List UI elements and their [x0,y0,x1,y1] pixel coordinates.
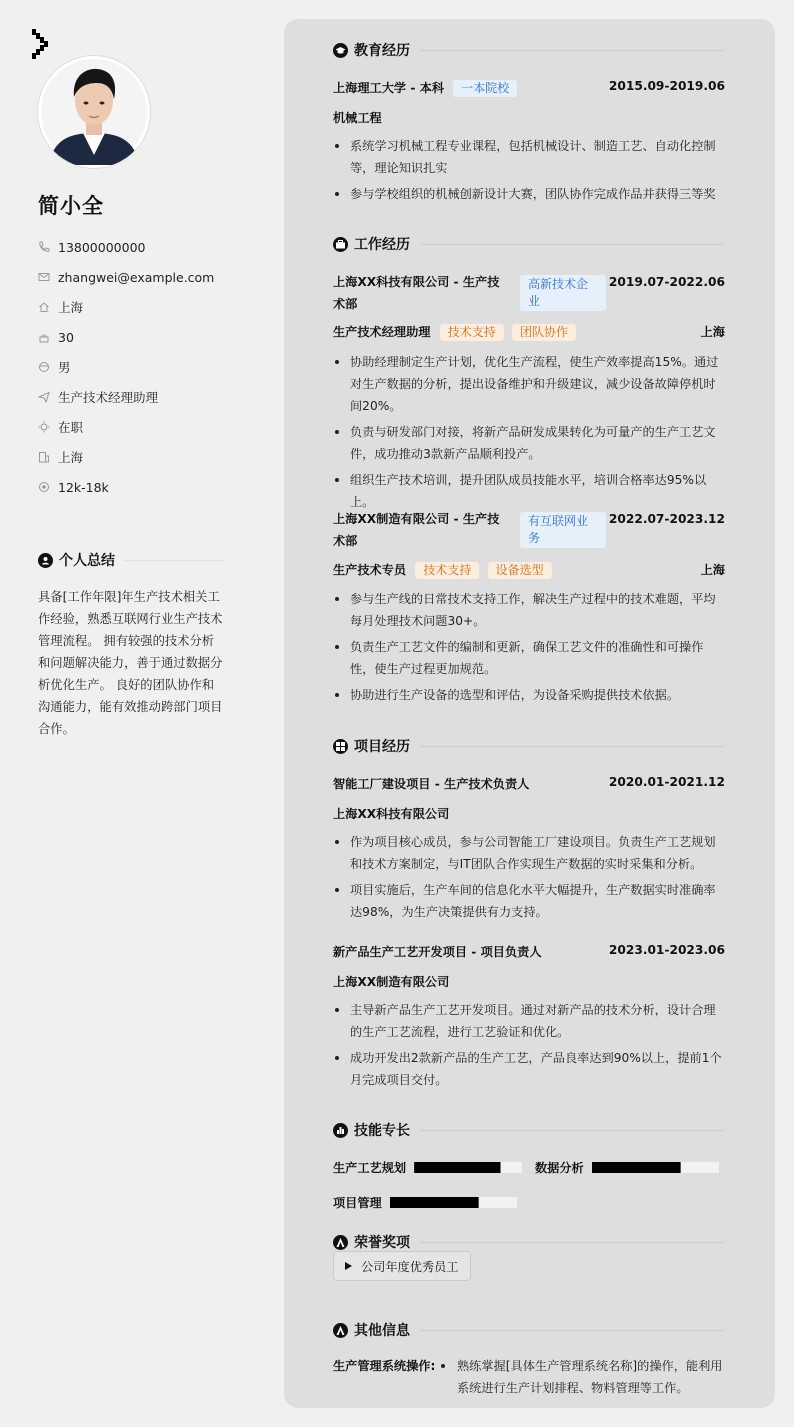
job-2-role [333,561,725,579]
job-2-header [333,508,725,552]
skill-name: 生产工艺规划 [333,1161,407,1175]
job-1-role [333,323,725,341]
bar-chart-icon [333,1123,348,1138]
summary-title: 个人总结 [59,553,115,569]
project-1-header [333,775,725,792]
home-icon [38,301,50,313]
status-icon [38,421,50,433]
job-1-bullets [333,351,725,517]
sidebar [0,0,260,1427]
award-item[interactable] [333,1251,471,1281]
divider [420,746,725,747]
section-title: 技能专长 [354,1123,410,1139]
list-item: 参与生产线的日常技术支持工作，解决生产过程中的技术难题，平均每月处理技术问题30+。 [333,588,725,632]
job-role: 生产技术经理助理 [333,325,431,339]
info-value: 上海 [58,300,84,315]
skill-tag: 设备选型 [488,562,552,579]
contact-info-list [38,232,214,502]
school-tag: 一本院校 [453,80,517,97]
other-bullets [439,1355,729,1399]
avatar [38,56,150,168]
company-tag: 有互联网业务 [520,512,606,548]
skill-item [535,1159,719,1176]
skill-bar [390,1197,517,1208]
user-icon [38,553,53,568]
list-item: 负责与研发部门对接，将新产品研发成果转化为可量产的生产工艺文件，成功推动3款新产品顺利投产。 [333,421,725,465]
job-icon [38,391,50,403]
skill-name: 数据分析 [535,1161,584,1175]
list-item: 成功开发出2款新产品的生产工艺，产品良率达到90%以上，提前1个月完成项目交付。 [333,1047,725,1091]
info-value: 在职 [58,420,84,435]
education-bullets [333,135,725,209]
company-name: 上海XX科技有限公司 - 生产技术部 [333,275,500,311]
job-city: 上海 [700,563,725,577]
list-item: 负责生产工艺文件的编制和更新，确保工艺文件的准确性和可操作性，使生产过程更加规范。 [333,636,725,680]
job-period: 2019.07-2022.06 [608,275,725,289]
info-value: 30 [58,329,74,345]
summary-heading [38,550,224,570]
project-name: 新产品生产工艺开发项目 - 项目负责人 [333,945,542,959]
other-label: 生产管理系统操作: [333,1359,436,1373]
skill-item [333,1159,522,1176]
play-icon [345,1262,352,1270]
skill-tag: 技术支持 [440,324,504,341]
grid-icon [333,739,348,754]
job-1-header [333,271,725,315]
divider [420,1242,725,1243]
company-name: 上海XX制造有限公司 - 生产技术部 [333,512,500,548]
project-2-header [333,943,725,960]
list-item: 参与学校组织的机械创新设计大赛，团队协作完成作品并获得三等奖 [333,183,725,205]
award-icon [333,1235,348,1250]
job-period: 2022.07-2023.12 [608,512,725,526]
skill-bar [592,1162,719,1173]
education-period: 2015.09-2019.06 [608,79,725,93]
info-phone [38,232,214,262]
company-tag: 高新技术企业 [520,275,606,311]
education-major: 机械工程 [333,111,382,125]
info-job [38,382,214,412]
skill-bar-fill [390,1197,479,1208]
divider [420,244,725,245]
list-item: 协助经理制定生产计划，优化生产流程，使生产效率提高15%。通过对生产数据的分析，提出设备维护和升级建议，减少设备故障停机时间20%。 [333,351,725,417]
candidate-name: 简小全 [38,194,104,218]
job-2-bullets [333,588,725,710]
main-panel [284,19,775,1408]
info-value: zhangwei@example.com [58,269,215,285]
section-awards [333,1232,725,1252]
list-item: 主导新产品生产工艺开发项目。通过对新产品的技术分析，设计合理的生产工艺流程，进行工艺验证和优化。 [333,999,725,1043]
graduation-cap-icon [333,43,348,58]
skill-bar-fill [414,1162,500,1173]
award-icon [333,1323,348,1338]
list-item: 项目实施后，生产车间的信息化水平大幅提升，生产数据实时准确率达98%，为生产决策提供有力支持。 [333,879,725,923]
school-name: 上海理工大学 - 本科 [333,81,445,95]
info-status [38,412,214,442]
section-title: 教育经历 [354,43,410,59]
age-icon [38,331,50,343]
section-projects [333,736,725,756]
project-name: 智能工厂建设项目 - 生产技术负责人 [333,777,530,791]
info-age [38,322,214,352]
divider [420,50,725,51]
section-title: 荣誉奖项 [354,1235,410,1251]
section-education [333,40,725,60]
briefcase-icon [333,237,348,252]
salary-icon [38,481,50,493]
education-header [333,79,725,97]
section-other [333,1320,725,1340]
skill-item [333,1194,517,1211]
project-company: 上海XX制造有限公司 [333,975,450,989]
list-item: 熟练掌握[具体生产管理系统名称]的操作，能利用系统进行生产计划排程、物料管理等工作。 [439,1355,729,1399]
info-salary [38,472,214,502]
list-item: 作为项目核心成员，参与公司智能工厂建设项目。负责生产工艺规划和技术方案制定，与IT团队合作实现生产数据的实时采集和分析。 [333,831,725,875]
project-1-bullets [333,831,725,927]
skill-bar-fill [592,1162,681,1173]
job-role: 生产技术专员 [333,563,407,577]
info-email [38,262,214,292]
info-value: 上海 [58,450,84,465]
project-2-bullets [333,999,725,1095]
skill-tag: 技术支持 [415,562,479,579]
project-period: 2023.01-2023.06 [608,943,725,957]
section-title: 其他信息 [354,1323,410,1339]
section-title: 项目经历 [354,739,410,755]
skill-bar [414,1162,522,1173]
divider [123,560,224,561]
mail-icon [38,271,50,283]
info-city [38,442,214,472]
info-value: 12k-18k [58,479,109,495]
section-work [333,234,725,254]
divider [420,1330,725,1331]
info-gender [38,352,214,382]
phone-icon [38,241,50,253]
project-period: 2020.01-2021.12 [608,775,725,789]
skill-tag: 团队协作 [512,324,576,341]
section-title: 工作经历 [354,237,410,253]
section-skills [333,1120,725,1140]
info-value: 生产技术经理助理 [58,390,159,405]
summary-text: 具备[工作年限]年生产技术相关工作经验，熟悉互联网行业生产技术管理流程。 拥有较强的技术分析和问题解决能力，善于通过数据分析优化生产。 良好的团队协作和沟通能力，能有效推动跨部门项目合作。 [38,590,223,736]
info-value: 13800000000 [58,239,146,255]
divider [420,1130,725,1131]
logo-icon [32,29,52,59]
info-home [38,292,214,322]
project-company: 上海XX科技有限公司 [333,807,450,821]
gender-icon [38,361,50,373]
info-value: 男 [58,360,71,375]
job-city: 上海 [700,325,725,339]
skill-name: 项目管理 [333,1196,382,1210]
award-name: 公司年度优秀员工 [361,1259,459,1274]
list-item: 系统学习机械工程专业课程，包括机械设计、制造工艺、自动化控制等，理论知识扎实 [333,135,725,179]
city-icon [38,451,50,463]
list-item: 组织生产技术培训，提升团队成员技能水平，培训合格率达95%以上。 [333,469,725,513]
list-item: 协助进行生产设备的选型和评估，为设备采购提供技术依据。 [333,684,725,706]
